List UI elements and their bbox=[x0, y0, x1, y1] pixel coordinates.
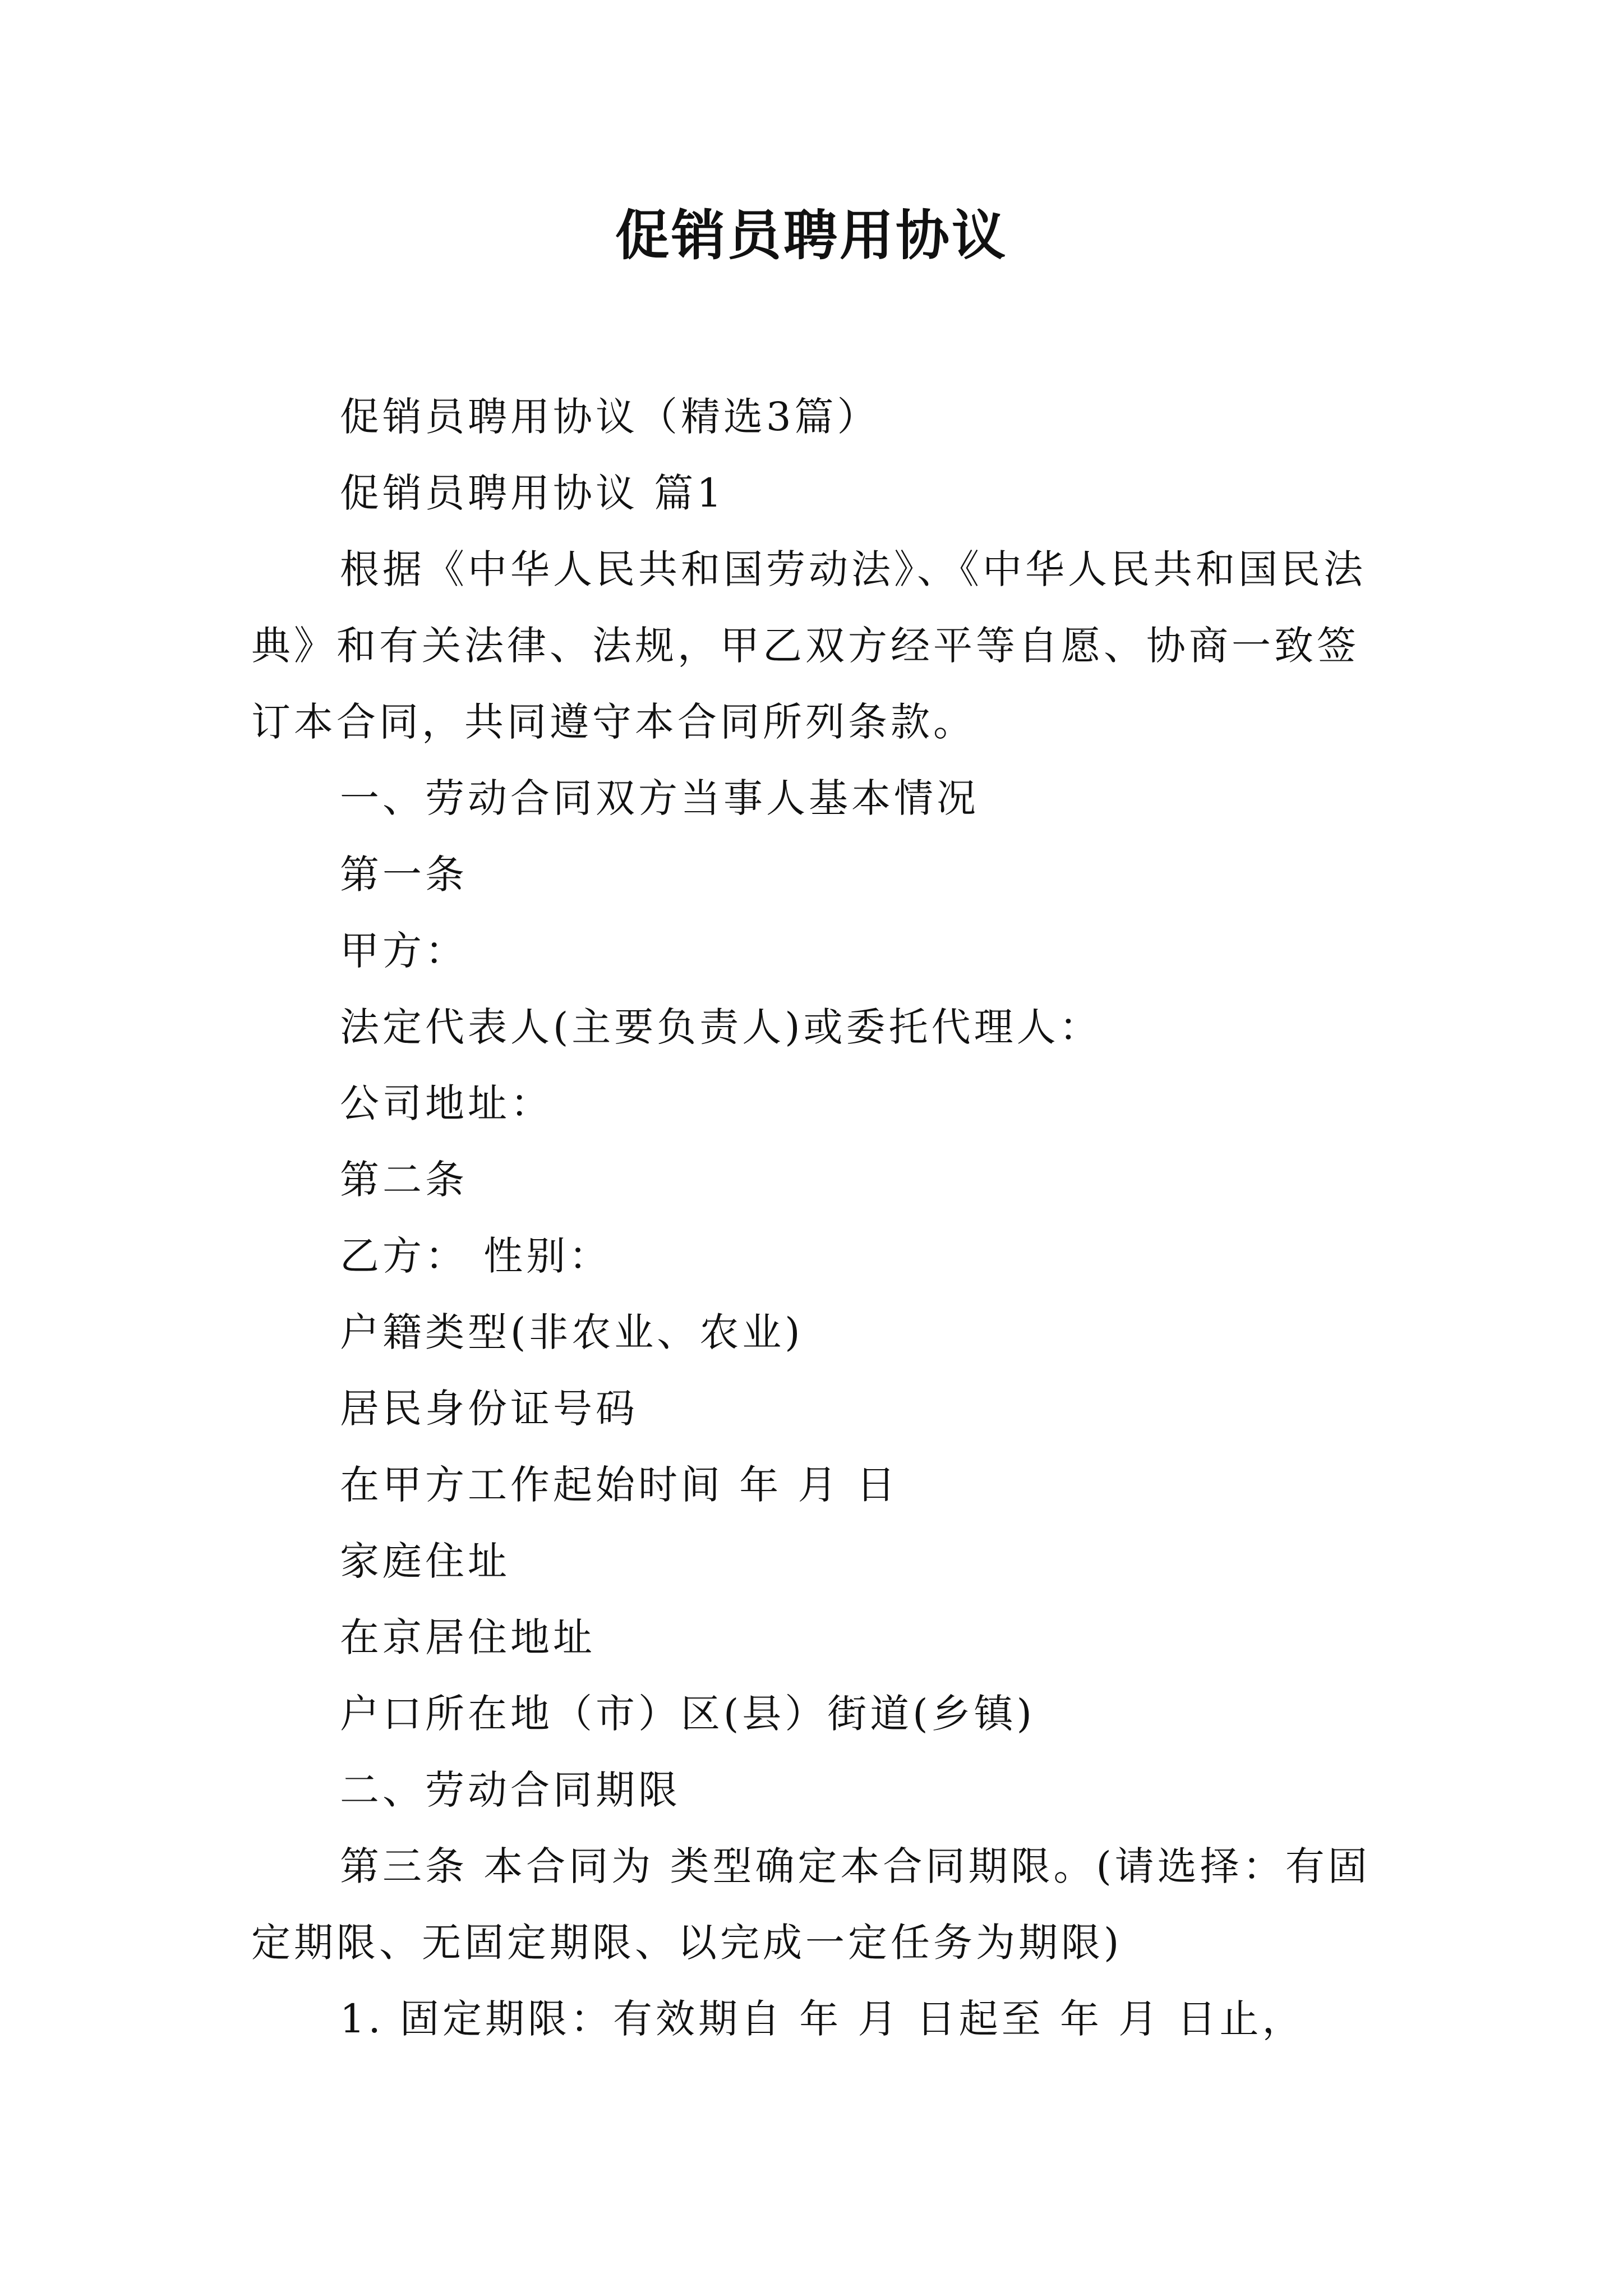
paragraph-subtitle: 促销员聘用协议（精选3篇） bbox=[340, 394, 880, 440]
paragraph-article-one: 第一条 bbox=[340, 852, 468, 898]
paragraph-company-address: 公司地址： bbox=[340, 1080, 553, 1126]
paragraph-section-heading: 促销员聘用协议 篇1 bbox=[340, 470, 725, 516]
document-title: 促销员聘用协议 bbox=[615, 204, 1008, 267]
paragraph-party-a: 甲方： bbox=[340, 928, 468, 974]
paragraph-part-one-heading: 一、劳动合同双方当事人基本情况 bbox=[340, 775, 979, 821]
paragraph-household-type: 户籍类型(非农业、农业) bbox=[340, 1309, 804, 1355]
paragraph-fixed-term: 1. 固定期限：有效期自 年 月 日起至 年 月 日止， bbox=[340, 1996, 1305, 2042]
paragraph-article-three: 第三条 本合同为 类型确定本合同期限。(请选择：有固定期限、无固定期限、以完成一定任务为期限) bbox=[251, 1843, 1371, 1966]
paragraph-registered-residence: 户口所在地（市）区(县）街道(乡镇) bbox=[340, 1691, 1035, 1737]
paragraph-party-b: 乙方： 性别： bbox=[340, 1233, 612, 1279]
document-body bbox=[251, 379, 1390, 2057]
paragraph-article-two: 第二条 bbox=[340, 1157, 468, 1203]
paragraph-start-date: 在甲方工作起始时间 年 月 日 bbox=[340, 1462, 899, 1508]
paragraph-home-address: 家庭住址 bbox=[340, 1538, 510, 1584]
paragraph-part-two-heading: 二、劳动合同期限 bbox=[340, 1767, 681, 1813]
paragraph-id-number: 居民身份证号码 bbox=[340, 1386, 638, 1432]
paragraph-preamble: 根据《中华人民共和国劳动法》、《中华人民共和国民法典》和有关法律、法规，甲乙双方经平等自愿、协商一致签订本合同，共同遵守本合同所列条款。 bbox=[251, 546, 1366, 745]
paragraph-beijing-address: 在京居住地址 bbox=[340, 1614, 596, 1660]
paragraph-legal-representative: 法定代表人(主要负责人)或委托代理人： bbox=[340, 1004, 1102, 1050]
